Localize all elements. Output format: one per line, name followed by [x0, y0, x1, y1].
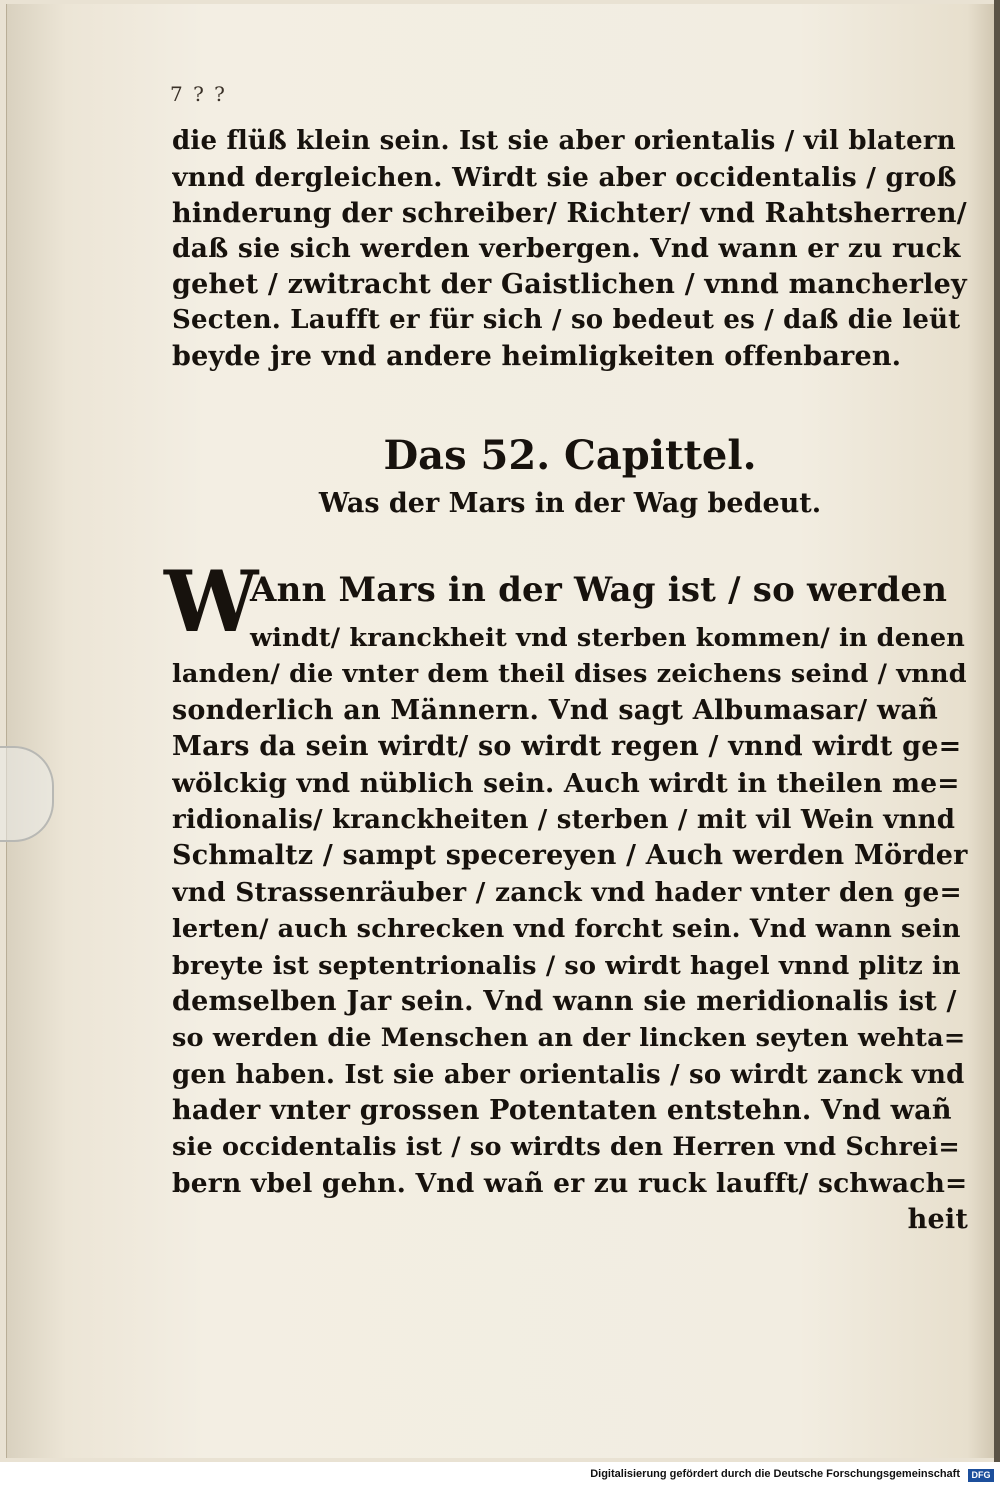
text-line: Schmaltz / sampt specereyen / Auch werden Mörder — [172, 840, 968, 872]
text-line: landen/ die vnter dem theil dises zeichens seind / vnnd — [172, 659, 967, 690]
text-line: wölckig vnd nüblich sein. Auch wirdt in theilen me= — [172, 767, 960, 799]
footer-bar — [0, 1466, 1000, 1486]
paragraph-2 — [164, 552, 968, 1239]
text-line: beyde jre vnd andere heimligkeiten offenbaren. — [172, 340, 902, 372]
first-line: Ann Mars in der Wag ist / so werden — [250, 570, 948, 610]
text-line: sie occidentalis ist / so wirdts den Herren vnd Schrei= — [172, 1132, 961, 1163]
text-line: Mars da sein wirdt/ so wirdt regen / vnnd wirdt ge= — [172, 731, 962, 763]
text-line: breyte ist septentrionalis / so wirdt hagel vnnd plitz in — [172, 950, 961, 981]
text-line: Secten. Laufft er für sich / so bedeut es / daß die leüt — [172, 304, 961, 335]
book-spine-edge — [994, 0, 1000, 1462]
text-line: so werden die Menschen an der lincken seyten wehta= — [172, 1023, 966, 1054]
text-line: gen haben. Ist sie aber orientalis / so wirdt zanck vnd — [172, 1059, 965, 1090]
text-line: lerten/ auch schrecken vnd forcht sein. Vnd wann sein — [172, 914, 961, 945]
text-line: die flüß klein sein. Ist sie aber orientalis / vil blatern — [172, 126, 956, 156]
text-line: gehet / zwitracht der Gaistlichen / vnnd mancherley — [172, 269, 967, 301]
text-line: ridionalis/ kranckheiten / sterben / mit vil Wein vnnd — [172, 804, 956, 835]
chapter-subtitle: Was der Mars in der Wag bedeut. — [318, 488, 822, 519]
chapter-title: Das 52. Capittel. — [383, 432, 757, 479]
text-line: daß sie sich werden verbergen. Vnd wann er zu ruck — [172, 233, 961, 265]
funding-credit: Digitalisierung gefördert durch die Deutsche Forschungsgemeinschaft — [590, 1468, 960, 1480]
text-line: vnnd dergleichen. Wirdt sie aber occidentalis / groß — [172, 161, 957, 193]
paragraph-1 — [172, 124, 968, 375]
dfg-logo-icon: DFG — [968, 1469, 994, 1482]
text-line: windt/ kranckheit vnd sterben kommen/ in denen — [250, 623, 966, 653]
text-line: hader vnter grossen Potentaten entstehn. Vnd wañ — [172, 1095, 952, 1127]
drop-cap-initial: W — [164, 552, 259, 651]
text-line: bern vbel gehn. Vnd wañ er zu ruck laufft/ schwach= — [172, 1167, 968, 1199]
catchword: heit — [907, 1204, 968, 1236]
text-line: vnd Strassenräuber / zanck vnd hader vnter den ge= — [172, 876, 962, 908]
page-number: 7 ? ? — [170, 82, 227, 106]
text-line: hinderung der schreiber/ Richter/ vnd Rahtsherren/ — [172, 197, 967, 229]
text-line: sonderlich an Männern. Vnd sagt Albumasar/ wañ — [172, 694, 938, 726]
text-line: demselben Jar sein. Vnd wann sie meridionalis ist / — [172, 985, 957, 1017]
